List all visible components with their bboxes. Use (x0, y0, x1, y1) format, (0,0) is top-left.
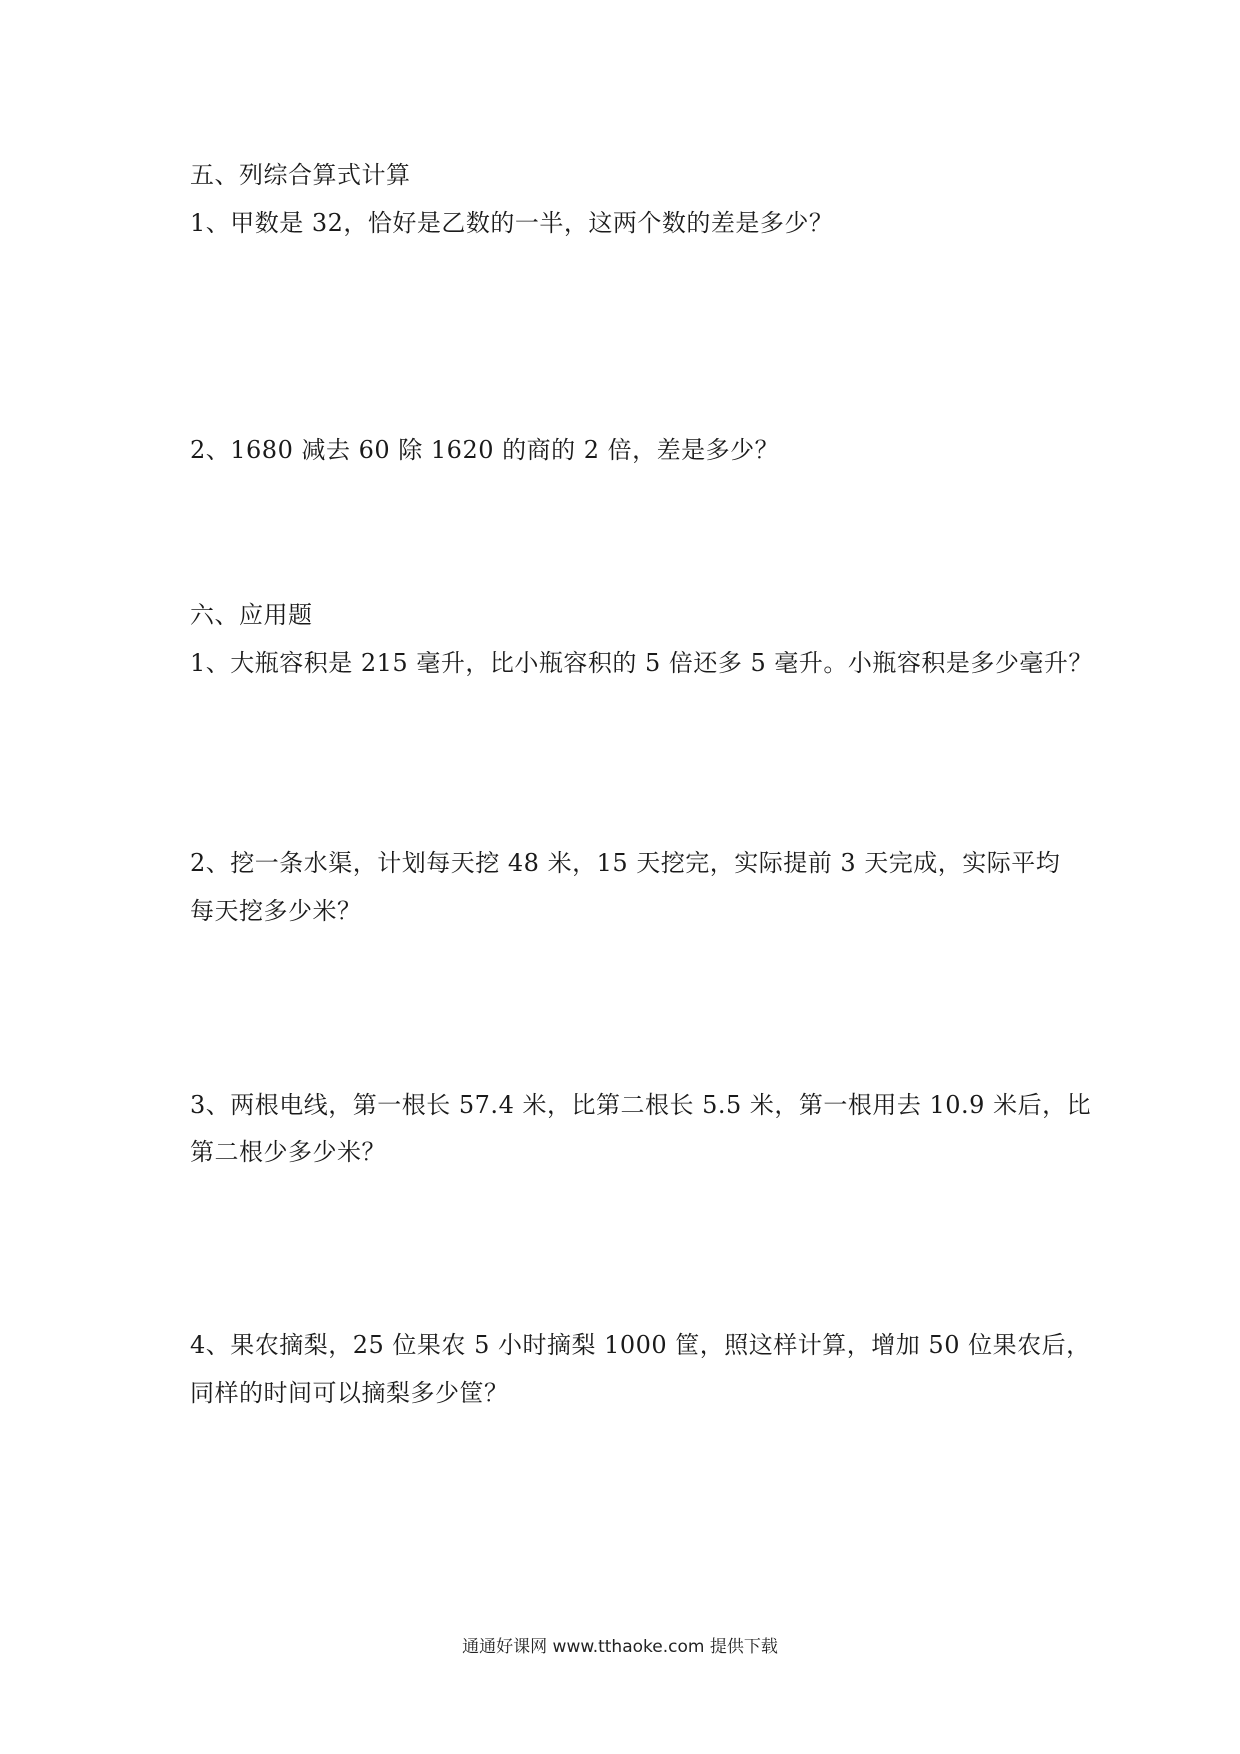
section-5-question-1: 1、甲数是 32，恰好是乙数的一半，这两个数的差是多少？ (190, 209, 834, 237)
section-6-question-1: 1、大瓶容积是 215 毫升，比小瓶容积的 5 倍还多 5 毫升。小瓶容积是多少毫升？ (190, 649, 1093, 677)
section-6-question-3-line-1: 3、两根电线，第一根长 57.4 米，比第二根长 5.5 米，第一根用去 10.9 米后，比 (190, 1091, 1092, 1119)
section-6-question-4-line-1: 4、果农摘梨，25 位果农 5 小时摘梨 1000 筐，照这样计算，增加 50 位果农后， (190, 1331, 1091, 1359)
section-6-heading: 六、应用题 (190, 601, 313, 629)
section-5-question-2: 2、1680 减去 60 除 1620 的商的 2 倍，差是多少？ (190, 436, 780, 464)
section-6-question-4-line-2: 同样的时间可以摘梨多少筐？ (190, 1379, 509, 1407)
section-6-question-2-line-1: 2、挖一条水渠，计划每天挖 48 米，15 天挖完，实际提前 3 天完成，实际平均 (190, 849, 1061, 877)
page-footer: 通通好课网 www.tthaoke.com 提供下载 (462, 1637, 778, 1657)
section-6-question-2-line-2: 每天挖多少米？ (190, 897, 362, 925)
section-6-question-3-line-2: 第二根少多少米？ (190, 1138, 386, 1166)
section-5-heading: 五、列综合算式计算 (190, 161, 411, 189)
